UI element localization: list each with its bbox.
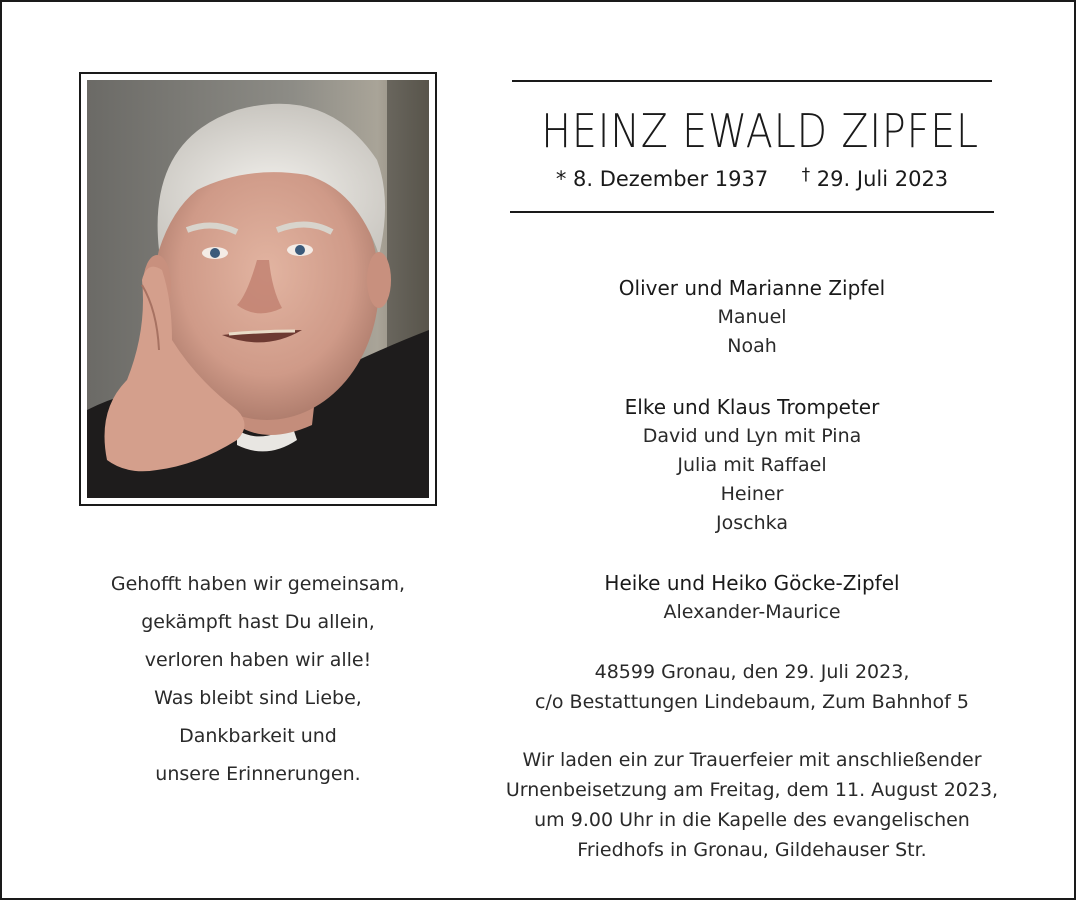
family-member: Joschka	[716, 512, 788, 534]
funeral-invitation	[492, 745, 1012, 865]
family-head: Heike und Heiko Göcke-Zipfel	[604, 571, 900, 595]
death-date: 29. Juli 2023	[816, 167, 949, 191]
death-symbol: †	[801, 165, 811, 185]
poem-line: gekämpft hast Du allein,	[141, 611, 375, 633]
poem-line: Gehofft haben wir gemeinsam,	[110, 573, 406, 595]
bottom-rule	[510, 211, 994, 213]
invitation-line: Friedhofs in Gronau, Gildehauser Str.	[577, 839, 927, 861]
family-member: Noah	[727, 335, 777, 357]
family-member: Heiner	[720, 483, 784, 505]
poem-line: verloren haben wir alle!	[144, 649, 372, 671]
top-rule	[512, 80, 992, 82]
family-member: Julia mit Raffael	[677, 454, 827, 476]
life-dates	[507, 167, 997, 191]
poem-line: unsere Erinnerungen.	[155, 763, 361, 785]
address-block	[492, 657, 1012, 717]
portrait-photo-frame	[79, 72, 437, 506]
deceased-name: HEINZ EWALD ZIPFEL	[541, 104, 979, 158]
invitation-line: Wir laden ein zur Trauerfeier mit anschließender	[522, 749, 982, 771]
portrait-photo	[87, 80, 429, 498]
family-member: David und Lyn mit Pina	[642, 425, 862, 447]
family-group	[502, 568, 1002, 627]
invitation-line: um 9.00 Uhr in die Kapelle des evangelischen	[534, 809, 970, 831]
family-group	[502, 392, 1002, 538]
family-member: Alexander-Maurice	[663, 601, 841, 623]
memorial-poem	[88, 565, 428, 793]
birth-symbol: *	[555, 167, 567, 191]
family-member: Manuel	[717, 306, 787, 328]
address-line: 48599 Gronau, den 29. Juli 2023,	[594, 661, 910, 683]
family-group	[502, 273, 1002, 361]
invitation-line: Urnenbeisetzung am Freitag, dem 11. August 2023,	[505, 779, 999, 801]
poem-line: Dankbarkeit und	[179, 725, 337, 747]
birth-date: 8. Dezember 1937	[573, 167, 769, 191]
address-line: c/o Bestattungen Lindebaum, Zum Bahnhof 5	[535, 691, 969, 713]
family-head: Elke und Klaus Trompeter	[624, 395, 880, 419]
poem-line: Was bleibt sind Liebe,	[154, 687, 362, 709]
family-head: Oliver und Marianne Zipfel	[618, 276, 886, 300]
